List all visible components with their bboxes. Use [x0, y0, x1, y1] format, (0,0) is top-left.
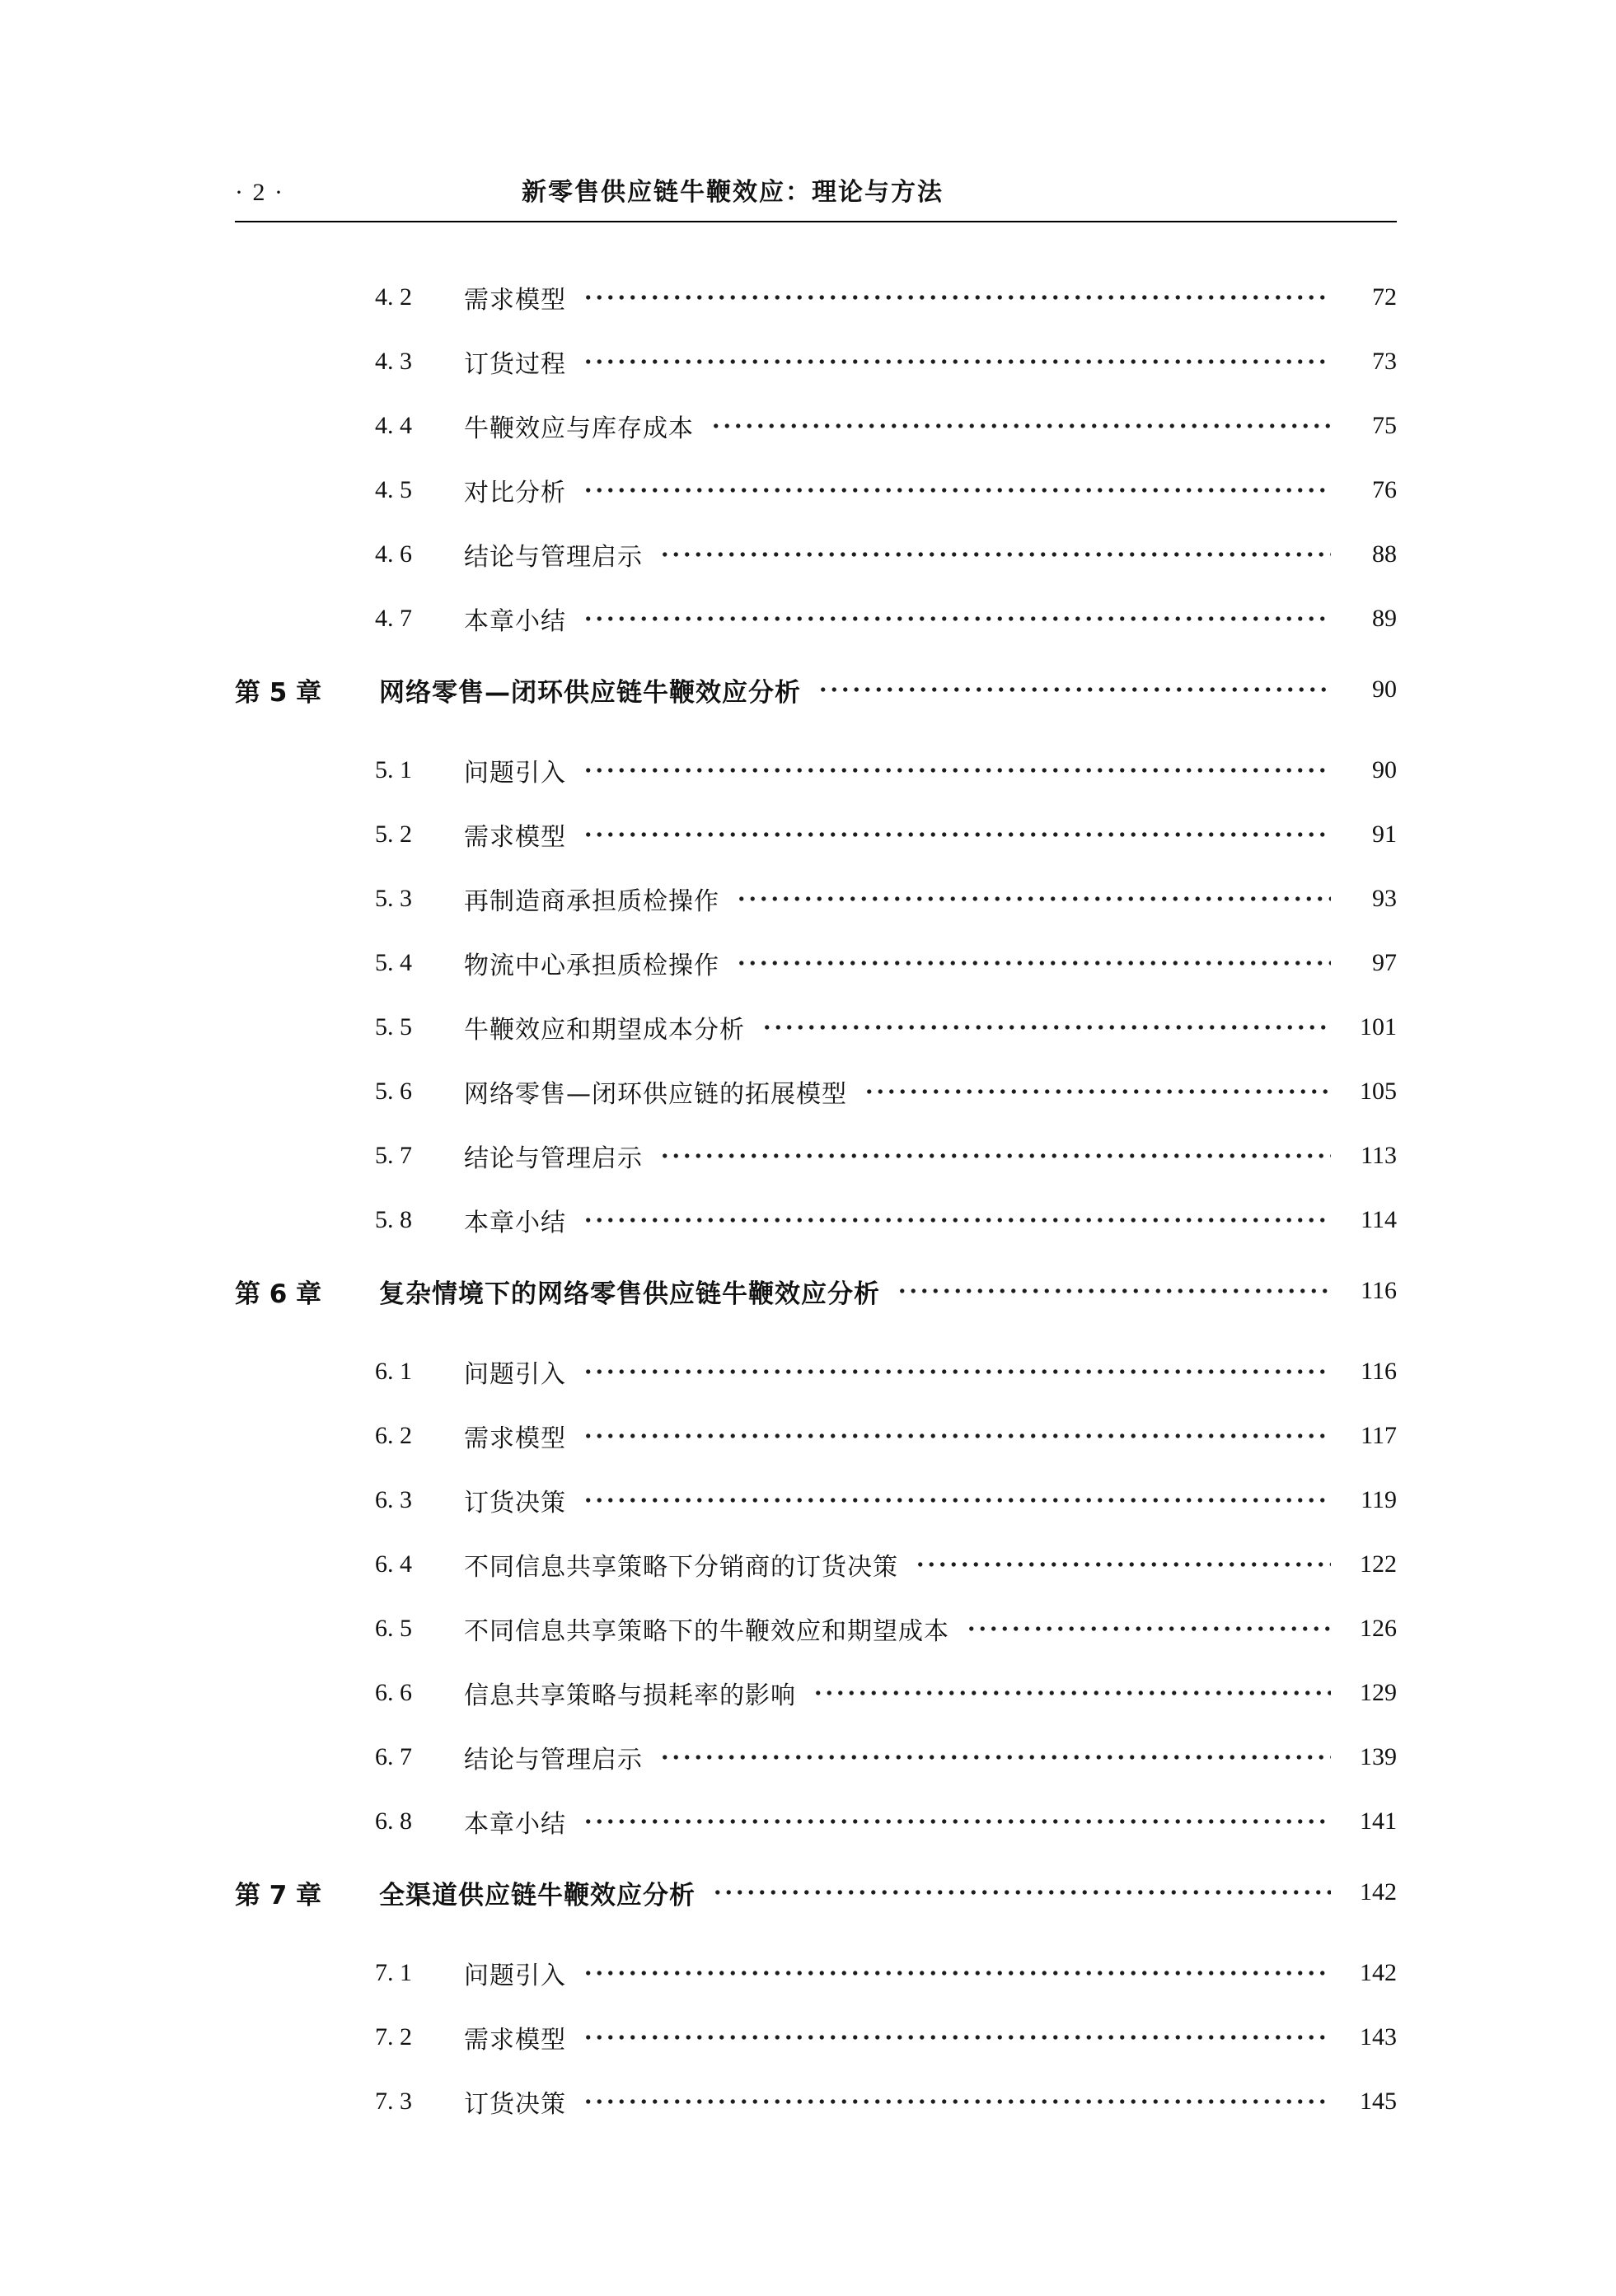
entry-number: 4. 4: [375, 412, 412, 439]
entry-number: 4. 3: [375, 348, 412, 375]
entry-page-number: 101: [1360, 1013, 1397, 1040]
entry-title: 订货决策: [464, 1489, 566, 1517]
leader-dots: [583, 478, 1331, 503]
entry-title: 对比分析: [464, 479, 566, 507]
entry-title: 结论与管理启示: [464, 1746, 643, 1775]
toc-section-row: [235, 1661, 1397, 1725]
entry-number: 6. 6: [375, 1679, 412, 1706]
entry-title: 本章小结: [464, 1810, 566, 1839]
page-content: [235, 171, 1397, 2134]
entry-page-number: 145: [1360, 2088, 1397, 2115]
toc-section-row: [235, 458, 1397, 522]
toc-chapter-row: [235, 1860, 1397, 1924]
toc-section-row: [235, 1468, 1397, 1532]
entry-number: 6. 3: [375, 1486, 412, 1513]
toc-section-row: [235, 867, 1397, 931]
toc-section-row: [235, 802, 1397, 867]
entry-number: 第 7 章: [235, 1880, 322, 1910]
entry-number: 6. 1: [375, 1358, 412, 1385]
entry-title: 问题引入: [464, 1962, 566, 1990]
entry-page-number: 113: [1361, 1142, 1397, 1169]
entry-page-number: 90: [1372, 756, 1397, 783]
entry-page-number: 105: [1360, 1078, 1397, 1105]
entry-number: 6. 7: [375, 1743, 412, 1770]
leader-dots: [712, 1880, 1331, 1905]
entry-page-number: 91: [1372, 821, 1397, 848]
page-number: · 2 ·: [235, 179, 284, 206]
entry-title: 订货决策: [464, 2090, 566, 2119]
toc-chapter-row: [235, 657, 1397, 722]
leader-dots: [659, 1143, 1331, 1168]
toc-section-row: [235, 2069, 1397, 2134]
page-header: [235, 171, 1397, 222]
entry-number: 5. 5: [375, 1013, 412, 1040]
entry-page-number: 139: [1360, 1743, 1397, 1770]
toc-chapter-row: [235, 1259, 1397, 1323]
entry-number: 6. 2: [375, 1422, 412, 1449]
entry-page-number: 93: [1372, 885, 1397, 912]
entry-page-number: 122: [1360, 1550, 1397, 1578]
entry-title: 不同信息共享策略下分销商的订货决策: [464, 1553, 898, 1582]
entry-title: 不同信息共享策略下的牛鞭效应和期望成本: [464, 1617, 949, 1646]
toc-section-row: [235, 265, 1397, 330]
entry-number: 7. 1: [375, 1959, 412, 1986]
toc-section-row: [235, 931, 1397, 995]
entry-number: 7. 3: [375, 2088, 412, 2115]
book-title: 新零售供应链牛鞭效应：理论与方法: [522, 178, 944, 207]
entry-title: 需求模型: [464, 286, 566, 315]
entry-title: 需求模型: [464, 2026, 566, 2055]
entry-title: 网络零售—闭环供应链的拓展模型: [464, 1080, 847, 1109]
entry-page-number: 117: [1361, 1422, 1397, 1449]
entry-page-number: 114: [1361, 1206, 1397, 1233]
entry-number: 4. 6: [375, 540, 412, 568]
entry-title: 再制造商承担质检操作: [464, 887, 719, 916]
leader-dots: [736, 951, 1331, 975]
leader-dots: [583, 758, 1331, 783]
leader-dots: [583, 1961, 1331, 1985]
toc-section-row: [235, 1789, 1397, 1854]
entry-title: 问题引入: [464, 1360, 566, 1389]
toc-section-row: [235, 1941, 1397, 2005]
leader-dots: [583, 285, 1331, 310]
toc-section-row: [235, 587, 1397, 651]
entry-number: 第 6 章: [235, 1279, 322, 1309]
toc-section-row: [235, 522, 1397, 587]
leader-dots: [710, 414, 1331, 438]
leader-dots: [583, 1359, 1331, 1384]
entry-number: 5. 8: [375, 1206, 412, 1233]
leader-dots: [817, 677, 1331, 702]
entry-title: 需求模型: [464, 823, 566, 852]
entry-number: 第 5 章: [235, 677, 322, 708]
entry-title: 全渠道供应链牛鞭效应分析: [379, 1880, 696, 1910]
toc-section-row: [235, 1725, 1397, 1789]
entry-page-number: 90: [1372, 676, 1397, 703]
entry-number: 5. 3: [375, 885, 412, 912]
entry-title: 网络零售—闭环供应链牛鞭效应分析: [379, 677, 801, 708]
entry-number: 6. 8: [375, 1807, 412, 1835]
entry-title: 本章小结: [464, 607, 566, 636]
toc-section-row: [235, 1597, 1397, 1661]
entry-title: 复杂情境下的网络零售供应链牛鞭效应分析: [379, 1279, 880, 1309]
toc-section-row: [235, 1340, 1397, 1404]
toc-section-row: [235, 2005, 1397, 2069]
entry-page-number: 126: [1360, 1615, 1397, 1642]
entry-page-number: 89: [1372, 605, 1397, 632]
entry-number: 4. 7: [375, 605, 412, 632]
entry-page-number: 141: [1360, 1807, 1397, 1835]
toc-list: [235, 265, 1397, 2134]
entry-title: 牛鞭效应和期望成本分析: [464, 1016, 745, 1045]
leader-dots: [583, 349, 1331, 374]
toc-section-row: [235, 394, 1397, 458]
entry-page-number: 73: [1372, 348, 1397, 375]
leader-dots: [897, 1279, 1331, 1303]
toc-section-row: [235, 995, 1397, 1059]
toc-section-row: [235, 1188, 1397, 1252]
entry-title: 牛鞭效应与库存成本: [464, 414, 694, 443]
leader-dots: [583, 1208, 1331, 1232]
toc-section-row: [235, 1059, 1397, 1124]
toc-section-row: [235, 1404, 1397, 1468]
entry-page-number: 116: [1361, 1277, 1397, 1304]
entry-title: 本章小结: [464, 1209, 566, 1237]
entry-page-number: 97: [1372, 949, 1397, 976]
entry-title: 订货过程: [464, 350, 566, 379]
toc-section-row: [235, 330, 1397, 394]
entry-number: 5. 6: [375, 1078, 412, 1105]
leader-dots: [659, 542, 1331, 567]
entry-page-number: 119: [1361, 1486, 1397, 1513]
entry-title: 结论与管理启示: [464, 543, 643, 572]
entry-number: 7. 2: [375, 2023, 412, 2051]
leader-dots: [659, 1745, 1331, 1770]
toc-section-row: [235, 738, 1397, 802]
leader-dots: [966, 1616, 1331, 1641]
entry-page-number: 88: [1372, 540, 1397, 568]
entry-title: 需求模型: [464, 1424, 566, 1453]
entry-title: 物流中心承担质检操作: [464, 952, 719, 980]
entry-number: 5. 4: [375, 949, 412, 976]
leader-dots: [864, 1079, 1331, 1104]
entry-page-number: 76: [1372, 476, 1397, 503]
entry-page-number: 72: [1372, 283, 1397, 311]
leader-dots: [583, 1424, 1331, 1448]
leader-dots: [813, 1681, 1331, 1705]
leader-dots: [915, 1552, 1331, 1577]
leader-dots: [583, 2089, 1331, 2114]
entry-number: 4. 2: [375, 283, 412, 311]
leader-dots: [583, 822, 1331, 847]
entry-page-number: 75: [1372, 412, 1397, 439]
entry-page-number: 142: [1360, 1959, 1397, 1986]
entry-page-number: 142: [1360, 1878, 1397, 1906]
entry-page-number: 143: [1360, 2023, 1397, 2051]
leader-dots: [736, 886, 1331, 911]
entry-number: 5. 2: [375, 821, 412, 848]
entry-page-number: 116: [1361, 1358, 1397, 1385]
entry-title: 信息共享策略与损耗率的影响: [464, 1681, 796, 1710]
entry-number: 4. 5: [375, 476, 412, 503]
entry-number: 5. 7: [375, 1142, 412, 1169]
toc-section-row: [235, 1124, 1397, 1188]
leader-dots: [583, 1488, 1331, 1513]
entry-title: 结论与管理启示: [464, 1144, 643, 1173]
leader-dots: [583, 1809, 1331, 1834]
leader-dots: [583, 606, 1331, 631]
entry-number: 6. 4: [375, 1550, 412, 1578]
entry-number: 5. 1: [375, 756, 412, 783]
leader-dots: [761, 1015, 1331, 1040]
leader-dots: [583, 2025, 1331, 2050]
entry-number: 6. 5: [375, 1615, 412, 1642]
entry-title: 问题引入: [464, 759, 566, 788]
toc-section-row: [235, 1532, 1397, 1597]
entry-page-number: 129: [1360, 1679, 1397, 1706]
